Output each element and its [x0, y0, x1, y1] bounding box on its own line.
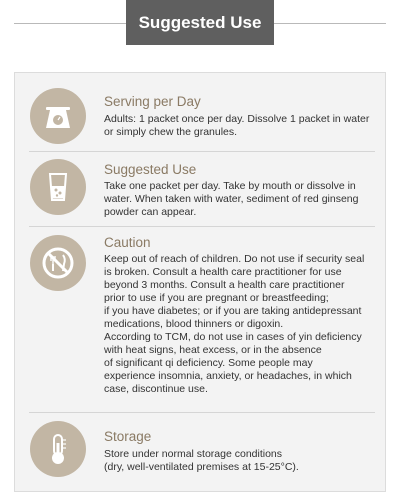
section-line: or simply chew the granules. [104, 126, 238, 138]
section-line: Adults: 1 packet once per day. Dissolve 1 packet in water [104, 113, 370, 125]
header-line-left [14, 23, 126, 24]
section-line: water. When taken with water, sediment of red ginseng [104, 193, 359, 205]
section-line: prior to use if you are pregnant or breastfeeding; [104, 292, 329, 304]
scale-icon [30, 88, 86, 144]
header-line-right [274, 23, 386, 24]
section-line: if you have diabetes; or if you are taking antidepressant [104, 305, 362, 317]
section-title: Suggested Use [104, 162, 197, 177]
section-body [104, 113, 379, 139]
section-line: According to TCM, do not use in cases of yin deficiency [104, 331, 362, 343]
section-line: beyond 3 months. Consult a health care practitioner [104, 279, 345, 291]
section-body [104, 448, 379, 474]
section-title: Storage [104, 429, 152, 444]
section-divider [29, 151, 375, 152]
section-line: is broken. Consult a health care practitioner for use [104, 266, 342, 278]
section-line: of significant qi deficiency. Some people may [104, 357, 313, 369]
prohibited-icon [30, 235, 86, 291]
section-line: Keep out of reach of children. Do not use if security seal [104, 253, 365, 265]
glass-icon [30, 159, 86, 215]
section-divider [29, 226, 375, 227]
section-body [104, 180, 379, 219]
section-line: experience insomnia, anxiety, or headaches, in which [104, 370, 352, 382]
suggested-use-panel [14, 72, 386, 492]
section-line: Take one packet per day. Take by mouth or dissolve in [104, 180, 356, 192]
section-title: Serving per Day [104, 94, 201, 109]
section-line: powder can appear. [104, 206, 197, 218]
section-title: Caution [104, 235, 151, 250]
section-line: (dry, well-ventilated premises at 15-25°C). [104, 461, 299, 473]
thermometer-icon [30, 421, 86, 477]
section-line: Store under normal storage conditions [104, 448, 283, 460]
header-title: Suggested Use [138, 12, 262, 32]
section-divider [29, 412, 375, 413]
section-line: medications, blood thinners or digoxin. [104, 318, 284, 330]
section-line: with heat signs, heat excess, or in the absence [104, 344, 322, 356]
section-body [104, 253, 379, 396]
section-line: case, discontinue use. [104, 383, 208, 395]
header-tab [126, 0, 274, 45]
